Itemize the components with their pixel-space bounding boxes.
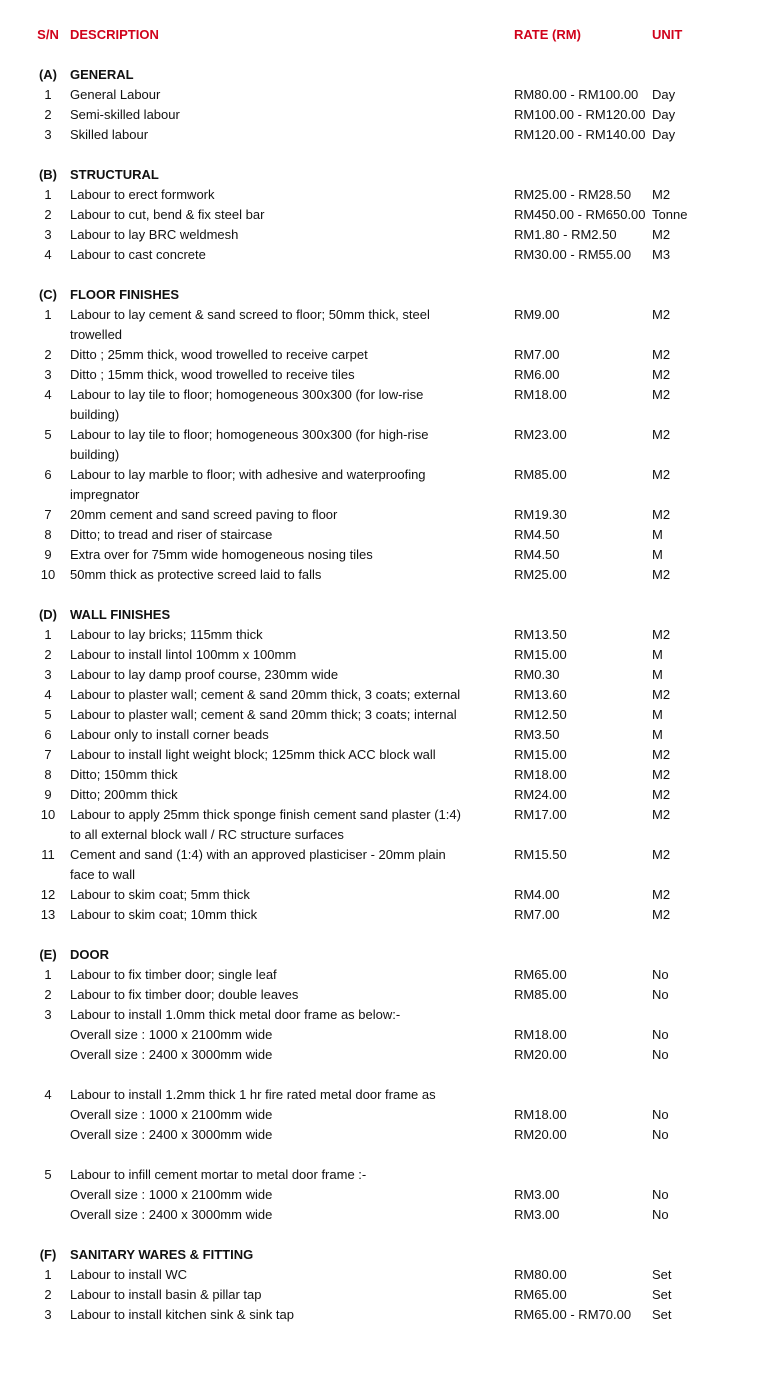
- section-code: (D): [38, 607, 58, 622]
- row-rate: RM18.00: [514, 767, 567, 782]
- subrow-description: Overall size : 2400 x 3000mm wide: [70, 1127, 273, 1142]
- row-description: Extra over for 75mm wide homogeneous nosing tiles: [70, 547, 373, 562]
- table-row-continuation: [0, 825, 775, 845]
- row-unit: Day: [652, 87, 676, 102]
- row-unit: M: [652, 547, 663, 562]
- row-rate: RM6.00: [514, 367, 560, 382]
- row-number: 9: [44, 547, 52, 562]
- row-number: 3: [44, 667, 52, 682]
- row-number: 11: [41, 847, 55, 862]
- table-row: [0, 365, 775, 385]
- table-row: [0, 545, 775, 565]
- row-unit: No: [652, 967, 669, 982]
- table-row: [0, 725, 775, 745]
- row-description: Labour to install 1.0mm thick metal door frame as below:-: [70, 1007, 401, 1022]
- row-rate: RM1.80 - RM2.50: [514, 227, 617, 242]
- row-description: Labour to lay marble to floor; with adhesive and waterproofing: [70, 467, 426, 482]
- row-unit: M: [652, 667, 663, 682]
- row-unit: M2: [652, 567, 671, 582]
- row-description: Labour to apply 25mm thick sponge finish cement sand plaster (1:4): [70, 807, 461, 822]
- row-rate: RM85.00: [514, 987, 567, 1002]
- row-unit: Set: [652, 1307, 672, 1322]
- row-rate: RM30.00 - RM55.00: [514, 247, 632, 262]
- row-description: Ditto; 150mm thick: [70, 767, 178, 782]
- subrow-description: Overall size : 1000 x 2100mm wide: [70, 1027, 273, 1042]
- section-header: [0, 285, 775, 305]
- row-unit: M: [652, 727, 663, 742]
- table-row: [0, 505, 775, 525]
- row-number: 1: [44, 187, 52, 202]
- row-rate: RM4.50: [514, 527, 560, 542]
- section-code: (C): [38, 287, 58, 302]
- row-unit: M2: [652, 367, 671, 382]
- section-title: STRUCTURAL: [70, 167, 159, 182]
- row-unit: M: [652, 647, 663, 662]
- row-description: Labour to install basin & pillar tap: [70, 1287, 262, 1302]
- subrow-description: Overall size : 1000 x 2100mm wide: [70, 1187, 273, 1202]
- row-description: 50mm thick as protective screed laid to falls: [70, 567, 322, 582]
- row-description: Labour to lay cement & sand screed to floor; 50mm thick, steel: [70, 307, 430, 322]
- row-description: Labour to install lintol 100mm x 100mm: [70, 647, 297, 662]
- row-description: Labour to skim coat; 10mm thick: [70, 907, 258, 922]
- row-number: 5: [44, 707, 52, 722]
- row-description: Ditto ; 15mm thick, wood trowelled to receive tiles: [70, 367, 355, 382]
- row-description: to all external block wall / RC structure surfaces: [70, 827, 344, 842]
- row-description: Labour to install light weight block; 125mm thick ACC block wall: [70, 747, 436, 762]
- table-row: [0, 1305, 775, 1325]
- row-description: Labour to cast concrete: [70, 247, 206, 262]
- row-description: Semi-skilled labour: [70, 107, 180, 122]
- row-number: 4: [44, 687, 52, 702]
- row-number: 2: [44, 107, 52, 122]
- row-description: Labour to plaster wall; cement & sand 20mm thick, 3 coats; external: [70, 687, 461, 702]
- row-unit: M2: [652, 887, 671, 902]
- section-header: [0, 605, 775, 625]
- row-description: trowelled: [70, 327, 123, 342]
- row-number: 3: [44, 1007, 52, 1022]
- table-row: [0, 1165, 775, 1185]
- row-rate: RM25.00: [514, 567, 567, 582]
- row-number: 13: [40, 907, 56, 922]
- section-header: [0, 945, 775, 965]
- section-title: WALL FINISHES: [70, 607, 171, 622]
- section-header: [0, 65, 775, 85]
- row-description: Ditto; to tread and riser of staircase: [70, 527, 273, 542]
- row-number: 12: [40, 887, 56, 902]
- row-unit: M: [652, 527, 663, 542]
- subrow-rate: RM3.00: [514, 1187, 560, 1202]
- row-description: impregnator: [70, 487, 140, 502]
- row-unit: M2: [652, 427, 671, 442]
- table-row: [0, 105, 775, 125]
- row-description: face to wall: [70, 867, 136, 882]
- row-rate: RM18.00: [514, 387, 567, 402]
- row-description: Labour to lay damp proof course, 230mm wide: [70, 667, 339, 682]
- section-code: (A): [38, 67, 58, 82]
- subrow-rate: RM18.00: [514, 1027, 567, 1042]
- row-description: Labour to plaster wall; cement & sand 20mm thick; 3 coats; internal: [70, 707, 457, 722]
- table-row: [0, 1005, 775, 1025]
- table-row: [0, 385, 775, 405]
- table-row-continuation: [0, 445, 775, 465]
- table-row-continuation: [0, 865, 775, 885]
- row-rate: RM65.00 - RM70.00: [514, 1307, 632, 1322]
- row-number: 1: [44, 967, 52, 982]
- row-number: 4: [44, 387, 52, 402]
- table-row: [0, 1285, 775, 1305]
- row-description: building): [70, 407, 120, 422]
- row-description: building): [70, 447, 120, 462]
- row-unit: M2: [652, 847, 671, 862]
- header-unit: UNIT: [652, 27, 683, 42]
- subrow-rate: RM20.00: [514, 1047, 567, 1062]
- row-number: 1: [44, 1267, 52, 1282]
- row-description: Labour to install WC: [70, 1267, 188, 1282]
- row-unit: M3: [652, 247, 671, 262]
- table-row: [0, 565, 775, 585]
- section-code: (E): [39, 947, 57, 962]
- row-description: Labour to erect formwork: [70, 187, 215, 202]
- subrow-unit: No: [652, 1207, 669, 1222]
- table-row: [0, 85, 775, 105]
- table-row-continuation: [0, 325, 775, 345]
- row-number: 3: [44, 227, 52, 242]
- table-row: [0, 965, 775, 985]
- row-number: 1: [44, 87, 52, 102]
- row-description: Labour to lay tile to floor; homogeneous 300x300 (for high-rise: [70, 427, 429, 442]
- row-unit: M2: [652, 767, 671, 782]
- row-unit: Set: [652, 1267, 672, 1282]
- row-description: Labour to lay bricks; 115mm thick: [70, 627, 263, 642]
- subrow-rate: RM3.00: [514, 1207, 560, 1222]
- row-number: 3: [44, 127, 52, 142]
- row-number: 2: [44, 347, 52, 362]
- table-row: [0, 245, 775, 265]
- row-description: General Labour: [70, 87, 161, 102]
- row-description: Ditto ; 25mm thick, wood trowelled to receive carpet: [70, 347, 368, 362]
- table-subrow: [0, 1045, 775, 1065]
- row-rate: RM120.00 - RM140.00: [514, 127, 646, 142]
- row-unit: Day: [652, 107, 676, 122]
- row-unit: M2: [652, 787, 671, 802]
- subrow-rate: RM20.00: [514, 1127, 567, 1142]
- row-unit: Day: [652, 127, 676, 142]
- row-unit: M2: [652, 687, 671, 702]
- row-number: 7: [44, 507, 52, 522]
- row-rate: RM23.00: [514, 427, 567, 442]
- table-row: [0, 465, 775, 485]
- row-description: Cement and sand (1:4) with an approved plasticiser - 20mm plain: [70, 847, 446, 862]
- row-unit: No: [652, 987, 669, 1002]
- row-rate: RM7.00: [514, 907, 560, 922]
- table-row: [0, 885, 775, 905]
- row-rate: RM450.00 - RM650.00: [514, 207, 646, 222]
- section-code: (F): [39, 1247, 57, 1262]
- table-row: [0, 705, 775, 725]
- row-rate: RM65.00: [514, 1287, 567, 1302]
- table-row: [0, 905, 775, 925]
- row-unit: Set: [652, 1287, 672, 1302]
- row-description: Labour to infill cement mortar to metal door frame :-: [70, 1167, 367, 1182]
- row-number: 8: [44, 767, 52, 782]
- subrow-unit: No: [652, 1107, 669, 1122]
- table-row: [0, 225, 775, 245]
- subrow-unit: No: [652, 1187, 669, 1202]
- table-row: [0, 125, 775, 145]
- row-description: Labour to install kitchen sink & sink tap: [70, 1307, 295, 1322]
- section-header: [0, 1245, 775, 1265]
- table-row: [0, 305, 775, 325]
- row-rate: RM24.00: [514, 787, 567, 802]
- row-rate: RM4.50: [514, 547, 560, 562]
- row-description: Ditto; 200mm thick: [70, 787, 178, 802]
- table-row: [0, 765, 775, 785]
- row-unit: M2: [652, 387, 671, 402]
- row-rate: RM9.00: [514, 307, 560, 322]
- table-row: [0, 1085, 775, 1105]
- subrow-description: Overall size : 2400 x 3000mm wide: [70, 1207, 273, 1222]
- table-row: [0, 185, 775, 205]
- table-row: [0, 745, 775, 765]
- row-rate: RM80.00 - RM100.00: [514, 87, 639, 102]
- table-row: [0, 425, 775, 445]
- section-title: FLOOR FINISHES: [70, 287, 180, 302]
- table-row: [0, 345, 775, 365]
- row-rate: RM13.50: [514, 627, 567, 642]
- table-header: [0, 25, 775, 45]
- table-row: [0, 685, 775, 705]
- row-description: Labour to skim coat; 5mm thick: [70, 887, 250, 902]
- row-rate: RM4.00: [514, 887, 560, 902]
- row-description: Skilled labour: [70, 127, 149, 142]
- section-code: (B): [38, 167, 58, 182]
- table-subrow: [0, 1025, 775, 1045]
- row-rate: RM3.50: [514, 727, 560, 742]
- row-unit: M2: [652, 467, 671, 482]
- subrow-unit: No: [652, 1127, 669, 1142]
- table-row-continuation: [0, 405, 775, 425]
- row-description: Labour to lay BRC weldmesh: [70, 227, 239, 242]
- subrow-description: Overall size : 2400 x 3000mm wide: [70, 1047, 273, 1062]
- row-rate: RM15.50: [514, 847, 567, 862]
- row-rate: RM15.00: [514, 747, 567, 762]
- table-subrow: [0, 1185, 775, 1205]
- subrow-unit: No: [652, 1047, 669, 1062]
- table-row: [0, 625, 775, 645]
- row-number: 7: [44, 747, 52, 762]
- row-number: 3: [44, 1307, 52, 1322]
- row-unit: M2: [652, 227, 671, 242]
- table-row: [0, 665, 775, 685]
- row-number: 2: [44, 647, 52, 662]
- row-unit: M2: [652, 187, 671, 202]
- row-number: 5: [44, 427, 52, 442]
- row-rate: RM13.60: [514, 687, 567, 702]
- row-rate: RM0.30: [514, 667, 560, 682]
- table-row: [0, 645, 775, 665]
- table-subrow: [0, 1205, 775, 1225]
- row-description: Labour to fix timber door; single leaf: [70, 967, 277, 982]
- section-title: DOOR: [70, 947, 109, 962]
- table-row: [0, 205, 775, 225]
- row-number: 3: [44, 367, 52, 382]
- row-unit: M2: [652, 807, 671, 822]
- header-sn: S/N: [37, 27, 59, 42]
- row-number: 6: [44, 727, 52, 742]
- table-row: [0, 985, 775, 1005]
- row-unit: M2: [652, 627, 671, 642]
- table-row: [0, 1265, 775, 1285]
- row-number: 9: [44, 787, 52, 802]
- row-rate: RM7.00: [514, 347, 560, 362]
- table-subrow: [0, 1125, 775, 1145]
- row-number: 1: [44, 307, 52, 322]
- row-number: 2: [44, 1287, 52, 1302]
- row-description: Labour to cut, bend & fix steel bar: [70, 207, 265, 222]
- row-rate: RM12.50: [514, 707, 567, 722]
- row-number: 2: [44, 987, 52, 1002]
- row-rate: RM85.00: [514, 467, 567, 482]
- table-subrow: [0, 1105, 775, 1125]
- row-description: Labour only to install corner beads: [70, 727, 269, 742]
- row-rate: RM25.00 - RM28.50: [514, 187, 632, 202]
- row-unit: M2: [652, 507, 671, 522]
- subrow-unit: No: [652, 1027, 669, 1042]
- row-description: Labour to lay tile to floor; homogeneous 300x300 (for low-rise: [70, 387, 424, 402]
- row-unit: M: [652, 707, 663, 722]
- row-number: 1: [44, 627, 52, 642]
- section-header: [0, 165, 775, 185]
- section-title: GENERAL: [70, 67, 134, 82]
- row-number: 5: [44, 1167, 52, 1182]
- row-number: 4: [44, 247, 52, 262]
- row-rate: RM15.00: [514, 647, 567, 662]
- table-row: [0, 805, 775, 825]
- row-rate: RM80.00: [514, 1267, 567, 1282]
- row-rate: RM19.30: [514, 507, 567, 522]
- row-number: 4: [44, 1087, 52, 1102]
- row-description: Labour to fix timber door; double leaves: [70, 987, 299, 1002]
- row-unit: M2: [652, 307, 671, 322]
- row-number: 6: [44, 467, 52, 482]
- subrow-rate: RM18.00: [514, 1107, 567, 1122]
- header-rate: RATE (RM): [514, 27, 581, 42]
- row-description: Labour to install 1.2mm thick 1 hr fire rated metal door frame as: [70, 1087, 436, 1102]
- row-number: 10: [40, 807, 56, 822]
- row-rate: RM17.00: [514, 807, 567, 822]
- row-unit: M2: [652, 747, 671, 762]
- table-row: [0, 525, 775, 545]
- row-description: 20mm cement and sand screed paving to floor: [70, 507, 338, 522]
- row-number: 10: [40, 567, 56, 582]
- table-row: [0, 785, 775, 805]
- row-rate: RM65.00: [514, 967, 567, 982]
- row-number: 8: [44, 527, 52, 542]
- row-unit: Tonne: [652, 207, 688, 222]
- section-title: SANITARY WARES & FITTING: [70, 1247, 254, 1262]
- subrow-description: Overall size : 1000 x 2100mm wide: [70, 1107, 273, 1122]
- header-description: DESCRIPTION: [70, 27, 159, 42]
- row-unit: M2: [652, 347, 671, 362]
- table-row: [0, 845, 775, 865]
- table-row-continuation: [0, 485, 775, 505]
- row-number: 2: [44, 207, 52, 222]
- row-unit: M2: [652, 907, 671, 922]
- row-rate: RM100.00 - RM120.00: [514, 107, 646, 122]
